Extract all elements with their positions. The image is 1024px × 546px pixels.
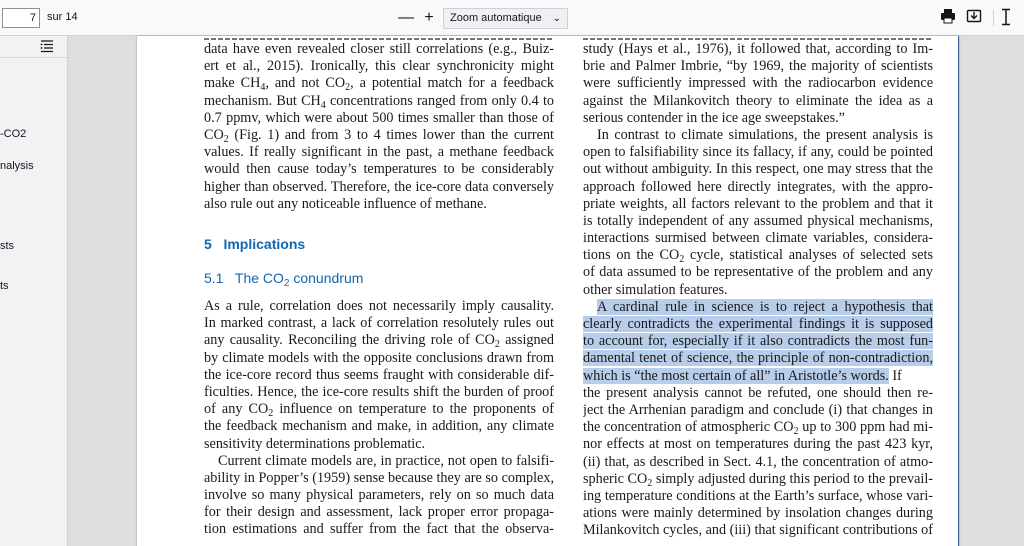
text-line: by climate models with the opposite conclusions drawn from (204, 349, 554, 366)
text-line: higher than observed. Therefore, the ice-core data conversely (204, 178, 554, 195)
section-heading (204, 236, 305, 252)
scrollbar[interactable] (1010, 36, 1024, 546)
section-title: Implications (223, 236, 306, 252)
text-line: against the Milankovitch theory to eliminate the idea as a (583, 92, 933, 109)
text-line: the ice-core record thus seems fraught with considerable dif- (204, 366, 554, 383)
text-cursor-icon[interactable] (996, 8, 1016, 28)
text-line: for their design and assessment, lack proper error propaga- (204, 504, 554, 521)
sidebar-item-co2[interactable]: -CO2 (0, 128, 27, 140)
text-line: sensitivity determinations problematic. (204, 435, 426, 452)
left-paragraph-top (204, 41, 554, 213)
section-number: 5 (204, 236, 212, 252)
text-line: As a rule, correlation does not necessarily imply causality. (204, 298, 554, 314)
text-line: spheric $CO_2$ simply adjusted during this period to the prevail- (583, 470, 933, 488)
text-selection[interactable]: damental tenet of science, the principle of non-contradiction, (583, 350, 933, 367)
text-line: tion estimations and suffer from the fact that the observa- (204, 521, 554, 538)
subsection-heading (204, 270, 364, 289)
text-line: serious contender in the ice age sweepstakes.” (583, 109, 845, 126)
sidebar-item-results[interactable]: sts (0, 240, 15, 252)
text-selection[interactable]: to account for, especially if it also contradicts the most fun- (583, 333, 933, 350)
text-line: open to falsifiability since its fallacy, if any, could be pointed (583, 144, 933, 161)
text-line: ject the Arrhenian paradigm and conclude (i) that changes in (583, 401, 933, 418)
text-line: Milankovitch cycles, and (iii) that significant contributions of (583, 522, 933, 539)
text-line: of any $CO_2$ influence on temperature to the proponents of (204, 401, 554, 419)
outline-sidebar (0, 36, 68, 546)
pdf-toolbar (0, 0, 1024, 36)
outline-list-icon[interactable] (40, 39, 54, 58)
chevron-down-icon: ⌄ (552, 13, 561, 24)
highlighted-line[interactable] (583, 368, 933, 385)
subsection-number: 5.1 (204, 270, 224, 286)
text-line: ability in Popper’s (1959) sense because they are so complex, (204, 469, 554, 486)
left-paragraph-bottom (204, 298, 554, 539)
text-line: of data assumed to be representative of the problem and any (583, 264, 933, 281)
text-line: the concentration of atmospheric $CO_2$ up to 300 ppm had mi- (583, 419, 933, 437)
highlighted-line[interactable] (583, 333, 933, 350)
text-line: ert et al., 2015). Ironically, this clear synchronicity might (204, 58, 554, 75)
page-number-input[interactable]: 7 (2, 8, 40, 28)
text-line: brie and Palmer Imbrie, “by 1969, the majority of scientists (583, 58, 933, 75)
text-line: In marked contrast, a lack of correlation resolutely rules out (204, 315, 554, 332)
text-line: the feedback mechanism and make, in addition, any climate (204, 418, 554, 435)
subsection-title: The $CO_2$ conundrum (234, 270, 364, 289)
sidebar-item-analysis[interactable]: nalysis (0, 160, 34, 172)
text-line: ations were mainly determined by insolation changes during (583, 505, 933, 522)
sidebar-header (0, 36, 68, 58)
text-line: other simulation features. (583, 281, 728, 298)
print-icon[interactable] (938, 8, 958, 28)
zoom-in-button[interactable]: + (424, 9, 434, 26)
text-line: nor effects at most on temperatures during the past 423 kyr, (583, 436, 933, 453)
highlighted-line[interactable] (583, 299, 933, 316)
text-line: would then cause today’s temperatures to be considerably (204, 161, 554, 178)
text-selection[interactable]: clearly contradicts the experimental findings it is supposed (583, 316, 933, 332)
highlighted-line[interactable] (583, 350, 933, 367)
text-line: out without ambiguity. In this respect, one may stress that the (583, 161, 933, 178)
text-line: is totally independent of any assumed physical mechanisms, (583, 212, 933, 229)
zoom-select[interactable] (443, 8, 568, 29)
text-fragment: If (888, 367, 902, 384)
text-line: ing temperature conditions at the Earth’s surface, whose vari- (583, 487, 933, 504)
text-line: make $CH_4$, and not $CO_2$, a potential match for a feedback (204, 75, 554, 93)
page-count-label: sur 14 (47, 11, 78, 23)
sidebar-item-ts[interactable]: ts (0, 280, 9, 292)
text-selection[interactable]: which is “the most certain of all” in Aristotle’s words. (583, 367, 889, 384)
text-line: ficulties. Hence, the ice-core results shift the burden of proof (204, 383, 554, 400)
text-line: interactions surmised between climate variables, considera- (583, 230, 933, 247)
text-line: the present analysis cannot be refuted, one should then re- (583, 384, 933, 401)
text-line: (ii) that, as described in Sect. 4.1, the concentration of atmo- (583, 453, 933, 470)
pdf-page (137, 36, 959, 546)
right-column (583, 41, 933, 539)
text-line: also rule out any noticeable influence of methane. (204, 195, 487, 212)
text-line: involve so many physical parameters, rely on so much data (204, 487, 554, 504)
text-line: Current climate models are, in practice, not open to falsifi- (218, 452, 554, 469)
zoom-select-value: Zoom automatique (450, 12, 542, 24)
text-line: 0.7 ppmv, which were about 500 times smaller than those of (204, 109, 554, 126)
text-line: tions on the $CO_2$ cycle, statistical analyses of selected sets (583, 247, 933, 265)
text-line: study (Hays et al., 1976), it followed that, according to Im- (583, 41, 933, 57)
text-line: mechanism. But $CH_4$ concentrations ranged from only 0.4 to (204, 92, 554, 110)
text-line: In contrast to climate simulations, the present analysis is (597, 126, 933, 143)
text-line: approach followed here directly integrates, with the appro- (583, 178, 933, 195)
page-edge-line (958, 36, 959, 546)
text-line: were sufficiently impressed with the radiocarbon evidence (583, 75, 933, 92)
text-line: values. If really significant in the past, a methane feedback (204, 144, 554, 161)
toolbar-separator (993, 10, 994, 26)
highlighted-line[interactable] (583, 316, 933, 333)
text-line: $CO_2$ (Fig. 1) and from 3 to 4 times lower than the current (204, 126, 554, 145)
text-line: any causality. Reconciling the driving role of $CO_2$ assigned (204, 332, 554, 350)
zoom-out-button[interactable]: — (398, 9, 414, 26)
save-icon[interactable] (964, 8, 984, 28)
text-line: data have even revealed closer still correlations (e.g., Buiz- (204, 41, 554, 57)
text-line: priate weights, all factors relevant to the problem and that it (583, 195, 933, 212)
text-selection[interactable]: A cardinal rule in science is to reject a hypothesis that (597, 298, 933, 315)
